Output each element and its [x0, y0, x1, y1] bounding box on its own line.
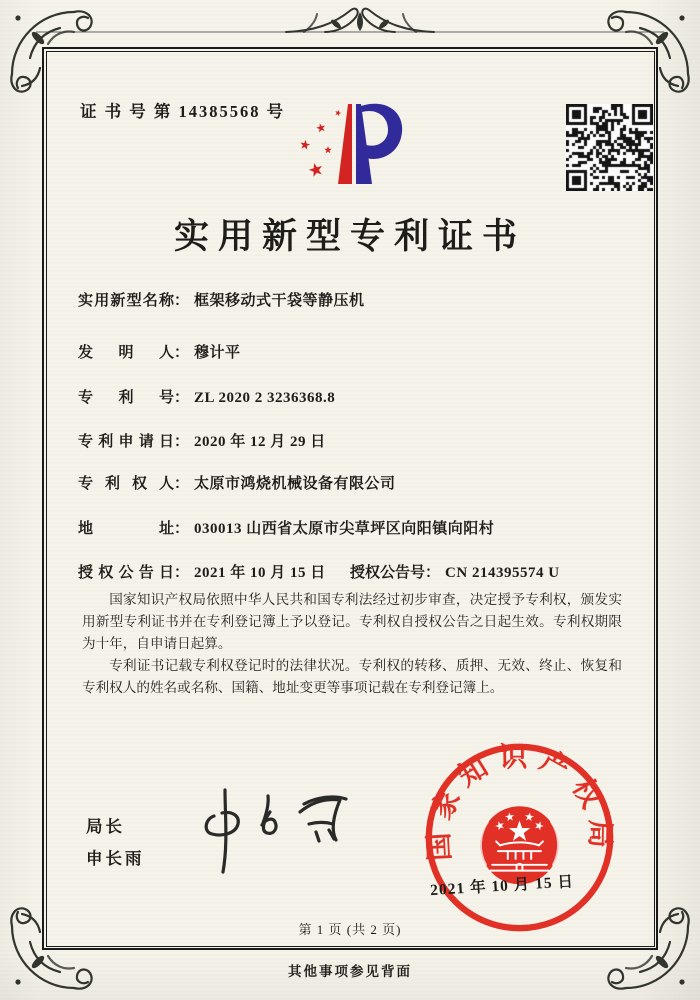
certificate-number: 证 书 号 第 14385568 号 — [80, 102, 286, 121]
certificate-title: 实用新型专利证书 — [173, 217, 526, 256]
field-value: 2021 年 10 月 15 日 — [194, 565, 326, 581]
field-row-filing-date — [78, 430, 326, 451]
director-title: 局长 — [86, 817, 125, 836]
logo-p-bowl — [361, 104, 402, 159]
grant-no-pair — [350, 561, 560, 582]
official-seal — [422, 740, 617, 935]
field-value: 穆计平 — [194, 345, 241, 361]
paragraph-grant-statement: 国家知识产权局依照中华人民共和国专利法经过初步审查，决定授予专利权，颁发实用新型专利证书并在专利登记簿上予以登记。专利权自授权公告之日起生效。专利权期限为十年，自申请日起算。 — [82, 592, 622, 651]
paragraph-legal-status: 专利证书记载专利权登记时的法律状况。专利权的转移、质押、无效、终止、恢复和专利权人的姓名或名称、国籍、地址变更等事项记载在专利登记簿上。 — [82, 658, 622, 695]
field-label: 授权公告号 — [350, 565, 426, 581]
field-value: 030013 山西省太原市尖草坪区向阳镇向阳村 — [194, 521, 495, 537]
field-label: 专利权人 — [78, 476, 174, 492]
field-colon: ： — [174, 565, 190, 581]
director-name: 申长雨 — [86, 849, 145, 868]
field-label: 专利申请日 — [78, 434, 174, 450]
seal-date: 2021 年 10 月 15 日 — [429, 873, 575, 900]
field-label: 专利号 — [78, 390, 174, 406]
field-value: 2020 年 12 月 29 日 — [194, 434, 326, 450]
back-note: 其他事项参见背面 — [288, 964, 412, 979]
field-value: 太原市鸿烧机械设备有限公司 — [194, 476, 396, 492]
director-signature — [188, 782, 368, 877]
field-colon: ： — [425, 565, 441, 581]
grant-date-pair — [78, 565, 326, 581]
field-row-patentee — [78, 472, 396, 493]
field-colon: ： — [174, 293, 190, 309]
field-colon: ： — [174, 476, 190, 492]
field-row-patent-no — [78, 386, 335, 407]
field-colon: ： — [174, 345, 190, 361]
field-label: 授权公告日 — [78, 565, 174, 581]
field-row-name — [78, 289, 365, 310]
qr-code — [566, 104, 653, 191]
logo-red-wedge — [338, 104, 352, 184]
field-value: 框架移动式干袋等静压机 — [194, 293, 365, 309]
seal-agency-text: 国家知识产权局 — [423, 742, 615, 862]
field-label: 地址 — [78, 521, 174, 537]
logo-stars — [299, 109, 342, 178]
field-colon: ： — [174, 390, 190, 406]
field-value: CN 214395574 U — [445, 565, 560, 581]
body-text — [82, 589, 622, 699]
page-number: 第 1 页 (共 2 页) — [298, 922, 402, 937]
field-colon: ： — [174, 434, 190, 450]
top-center-ornament — [286, 9, 434, 32]
field-row-address — [78, 517, 494, 538]
field-value: ZL 2020 2 3236368.8 — [194, 390, 336, 406]
field-colon: ： — [174, 521, 190, 537]
field-row-grant — [78, 561, 638, 582]
field-label: 发明人 — [78, 345, 174, 361]
field-row-inventor — [78, 341, 241, 362]
field-label: 实用新型名称 — [78, 293, 174, 309]
cnipa-logo-icon — [282, 96, 412, 204]
logo-blue-wedge — [356, 104, 372, 184]
